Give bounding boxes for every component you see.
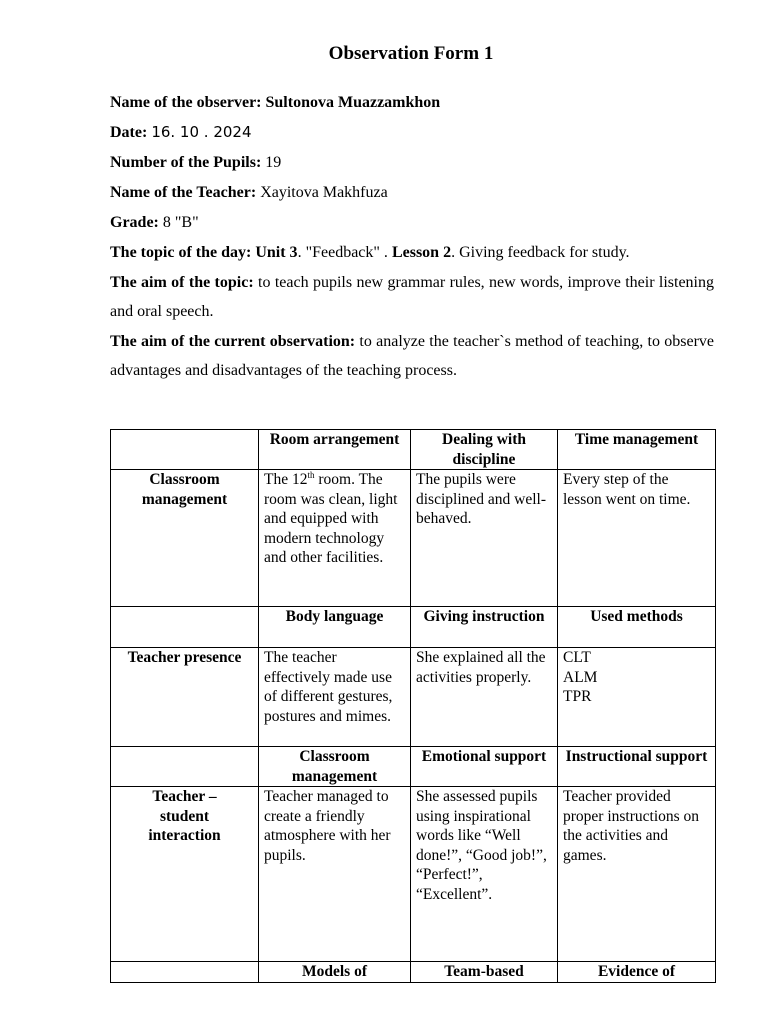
- aim-observation-paragraph: [110, 327, 714, 385]
- table-header-row: [111, 607, 716, 648]
- header-instructional-support: Instructional support: [558, 747, 716, 787]
- aim-topic-value: to teach pupils new grammar rules, new words, improve their listening and oral speech.: [110, 274, 715, 320]
- topic-line: [110, 238, 714, 267]
- observer-label: Name of the observer:: [110, 94, 266, 111]
- grade-line: [110, 208, 714, 237]
- grade-value: 8 "B": [162, 214, 199, 231]
- header-models-of: Models of: [259, 962, 411, 983]
- table-row: [111, 787, 716, 962]
- aim-topic-paragraph: [110, 268, 714, 326]
- empty-cell: [111, 607, 259, 648]
- aim-observation-value: to analyze the teacher`s method of teaching, to observe advantages and disadvantages of the teaching process.: [110, 333, 715, 379]
- topic-label: The topic of the day:: [110, 244, 256, 261]
- header-evidence-of: Evidence of: [558, 962, 716, 983]
- date-label: Date:: [110, 124, 152, 141]
- header-giving-instruction: Giving instruction: [411, 607, 558, 648]
- pupils-value: 19: [265, 154, 282, 171]
- header-room-arrangement: Room arrangement: [259, 430, 411, 470]
- observer-value: Sultonova Muazzamkhon: [265, 94, 441, 111]
- row-label-line: Teacher –: [152, 788, 217, 805]
- method-item: ALM: [563, 668, 598, 686]
- observation-table: [110, 429, 716, 983]
- date-value: 16. 10 . 2024: [151, 123, 252, 141]
- topic-lesson: Lesson 2: [391, 244, 452, 261]
- cell-time-management: Every step of the lesson went on time.: [558, 470, 716, 607]
- header-classroom-management: Classroom management: [259, 747, 411, 787]
- table-header-row: [111, 747, 716, 787]
- date-line: [110, 118, 714, 147]
- header-body-language: Body language: [259, 607, 411, 648]
- pupils-line: [110, 148, 714, 177]
- cell-classroom-management: Teacher managed to create a friendly atmosphere with her pupils.: [259, 787, 411, 962]
- cell-room-arrangement: [259, 470, 411, 607]
- cell-instructional-support: Teacher provided proper instructions on the activities and games.: [558, 787, 716, 962]
- method-item: TPR: [563, 688, 592, 705]
- cell-text: The 12: [264, 471, 308, 488]
- cell-body-language: The teacher effectively made use of different gestures, postures and mimes.: [259, 648, 411, 747]
- observer-line: [110, 88, 714, 117]
- empty-cell: [111, 747, 259, 787]
- superscript: th: [307, 470, 315, 480]
- table-header-row: [111, 962, 716, 983]
- topic-part2: . Giving feedback for study.: [451, 244, 630, 261]
- header-used-methods: Used methods: [558, 607, 716, 648]
- teacher-value: Xayitova Makhfuza: [260, 184, 388, 201]
- header-team-based: Team-based: [411, 962, 558, 983]
- table-row: [111, 648, 716, 747]
- grade-label: Grade:: [110, 214, 163, 231]
- table-row: [111, 470, 716, 607]
- table-header-row: [111, 430, 716, 470]
- aim-observation-label: The aim of the current observation:: [110, 333, 356, 350]
- teacher-label: Name of the Teacher:: [110, 184, 261, 201]
- empty-cell: [111, 430, 259, 470]
- pupils-label: Number of the Pupils:: [110, 154, 266, 171]
- row-label-teacher-presence: Teacher presence: [111, 648, 259, 747]
- empty-cell: [111, 962, 259, 983]
- row-label-line: student: [159, 807, 210, 825]
- cell-emotional-support: She assessed pupils using inspirational words like “Well done!”, “Good job!”, “Perfect!”, “Excellent”.: [411, 787, 558, 962]
- cell-used-methods: [558, 648, 716, 747]
- cell-text: room. The room was clean, light and equipped with modern technology and other facilities.: [264, 471, 398, 566]
- cell-dealing-with-discipline: The pupils were disciplined and well-behaved.: [411, 470, 558, 607]
- teacher-line: [110, 178, 714, 207]
- page-title: Observation Form 1: [328, 43, 494, 64]
- aim-topic-label: The aim of the topic:: [110, 274, 254, 291]
- header-dealing-with-discipline: Dealing with discipline: [411, 430, 558, 470]
- row-label-teacher-student-interaction: [111, 787, 259, 962]
- row-label-classroom-management: Classroom management: [111, 470, 259, 607]
- header-emotional-support: Emotional support: [411, 747, 558, 787]
- topic-unit: Unit 3: [255, 244, 298, 261]
- method-item: CLT: [563, 649, 591, 666]
- header-time-management: Time management: [558, 430, 716, 470]
- topic-part1: . "Feedback" .: [297, 244, 392, 261]
- row-label-line: interaction: [148, 827, 221, 844]
- cell-giving-instruction: She explained all the activities properly.: [411, 648, 558, 747]
